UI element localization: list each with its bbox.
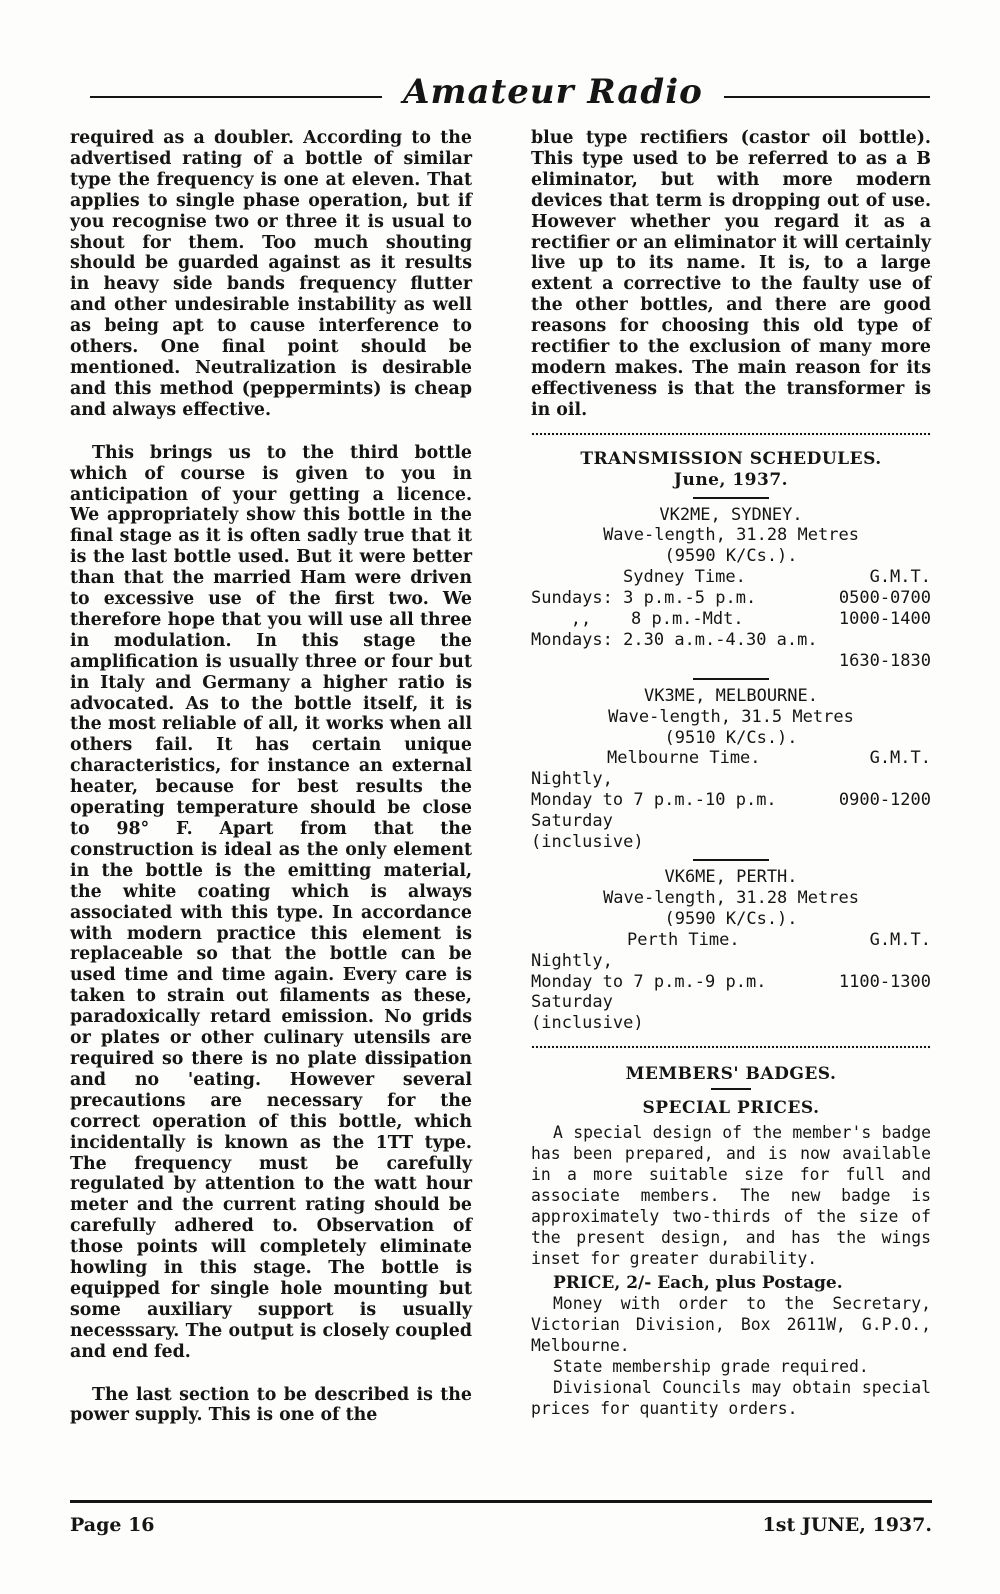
- badges-paragraph-2: Money with order to the Secretary, Victorian Division, Box 2611W, G.P.O., Melbourne.: [531, 1294, 931, 1356]
- schedule-line: Nightly,: [531, 950, 613, 971]
- schedule-gmt: 1630-1830: [838, 650, 931, 671]
- dotted-divider: [531, 1044, 931, 1050]
- badges-subheading: SPECIAL PRICES.: [642, 1098, 820, 1119]
- schedule-line: (inclusive): [531, 1013, 644, 1034]
- station-name: VK2ME, SYDNEY.: [659, 504, 803, 525]
- transmission-schedules: [531, 449, 931, 1035]
- gmt-label: G.M.T.: [869, 567, 931, 588]
- station-name: VK3ME, MELBOURNE.: [644, 685, 818, 706]
- schedules-date: June, 1937.: [673, 469, 789, 490]
- schedule-day: Monday to: [531, 971, 624, 992]
- station-name: VK6ME, PERTH.: [664, 867, 798, 887]
- page-number: Page 16: [70, 1514, 155, 1536]
- frequency: (9590 K/Cs.).: [664, 908, 798, 929]
- schedule-gmt: 0900-1200: [838, 790, 931, 811]
- schedule-day: Monday to: [531, 790, 624, 811]
- schedule-day: ,,: [570, 609, 592, 630]
- schedule-line: (inclusive): [531, 832, 644, 853]
- schedule-time: 7 p.m.-10 p.m.: [633, 790, 777, 811]
- members-badges: [531, 1064, 931, 1420]
- gmt-label: G.M.T.: [869, 748, 931, 769]
- schedule-day: Sundays:: [531, 588, 613, 609]
- badges-price: PRICE, 2/- Each, plus Postage.: [553, 1273, 843, 1294]
- schedule-time: 8 p.m.-Mdt.: [631, 609, 744, 630]
- left-column: [70, 128, 472, 1426]
- schedules-heading: TRANSMISSION SCHEDULES.: [580, 448, 882, 469]
- schedule-line: Saturday: [531, 992, 613, 1013]
- masthead-title: Amateur Radio: [403, 72, 703, 112]
- schedule-gmt: 1000-1400: [838, 609, 931, 630]
- masthead: [90, 72, 930, 114]
- masthead-rule-left: [90, 96, 382, 98]
- local-time-label: Melbourne Time.: [607, 748, 761, 769]
- schedule-time: 2.30 a.m.-4.30 a.m.: [623, 629, 818, 650]
- schedule-gmt: 1100-1300: [838, 971, 931, 992]
- schedule-melbourne: [531, 686, 931, 853]
- badges-paragraph-4: Divisional Councils may obtain special prices for quantity orders.: [531, 1377, 931, 1418]
- masthead-rule-right: [724, 96, 930, 98]
- schedule-time: 7 p.m.-9 p.m.: [633, 971, 767, 992]
- frequency: (9590 K/Cs.).: [664, 546, 798, 567]
- wave-length: Wave-length, 31.28 Metres: [603, 525, 859, 546]
- local-time-label: Perth Time.: [627, 929, 740, 950]
- schedule-line: Nightly,: [531, 769, 613, 790]
- right-column: [531, 128, 931, 1420]
- left-paragraph-3: The last section to be described is the power supply. This is one of the: [70, 1384, 472, 1426]
- frequency: (9510 K/Cs.).: [664, 727, 798, 748]
- left-paragraph-1: required as a doubler. According to the advertised rating of a bottle of similar type the frequency is one at eleven. That applies to single phase operation, but if you recognise two or three it is usual to shout for them. Too much shouting should be guarded against as it results in heavy side bands frequency flutter and other undesirable instability as well as being apt to cause interference to others. One final point should be mentioned. Neutralization is desirable and this method (peppermints) is cheap and always effective.: [70, 128, 472, 420]
- gmt-label: G.M.T.: [869, 929, 931, 950]
- local-time-label: Sydney Time.: [623, 567, 746, 588]
- issue-date: 1st JUNE, 1937.: [762, 1514, 932, 1536]
- badges-paragraph-3: State membership grade required.: [553, 1357, 869, 1377]
- wave-length: Wave-length, 31.5 Metres: [608, 706, 854, 727]
- schedule-gmt: 0500-0700: [838, 588, 931, 609]
- left-paragraph-2: This brings us to the third bottle which of course is given to you in anticipation of your getting a licence. We appropriately show this bottle in the final stage as it is often sadly true that it is the last bottle used. But it were better than that the married Ham were driven to excessive use of the first two. We therefore hope that you will use all three in modulation. In this stage the amplification is usually three or four but in Italy and Germany a higher ratio is advocated. As to the bottle itself, it is the most reliable of all, it works when all others fail. It has certain unique characteristics, for instance an external heater, because for best results the operating temperature should be close to 98° F. Apart from that the construction is ideal as the only element in the bottle is the emitting material, the white coating which is always associated with this type. In accordance with modern practice this element is replaceable so that the bottle can be used time and time again. Every care is taken to strain out filaments as these, paradoxically retard emission. No grids or plates or other culinary utensils are required so there is no plate dissipation and no 'eating. However several precautions are necessary for the correct operation of this bottle, which incidentally is known as the 1TT type. The frequency must be carefully regulated by attention to the watt hour meter and the current rating should be carefully adhered to. Observation of those points will completely eliminate howling in this stage. The bottle is equipped for single hole mounting but some auxiliary support is usually necesssary. The output is closely coupled and end fed.: [70, 442, 472, 1362]
- short-rule: [693, 859, 769, 861]
- schedule-day: Mondays:: [531, 629, 613, 650]
- short-rule: [693, 678, 769, 680]
- dotted-divider: [531, 431, 931, 437]
- badges-paragraph-1: A special design of the member's badge has been prepared, and is now available in a more suitable size for full and associate members. The new badge is approximately two-thirds of the size of the present design, and has the wings inset for greater durability.: [531, 1123, 931, 1268]
- schedule-sydney: [531, 505, 931, 672]
- schedule-time: 3 p.m.-5 p.m.: [623, 588, 757, 609]
- wave-length: Wave-length, 31.28 Metres: [603, 887, 859, 908]
- badges-heading: MEMBERS' BADGES.: [625, 1064, 837, 1085]
- tiny-rule: [711, 1088, 751, 1090]
- schedule-line: Saturday: [531, 811, 613, 832]
- short-rule: [693, 497, 769, 499]
- right-paragraph-1: blue type rectifiers (castor oil bottle). This type used to be referred to as a B eliminator, but with more modern devices that term is dropping out of use. However whether you regard it as a rectifier or an eliminator it will certainly live up to its name. It is, to a large extent a corrective to the faulty use of the other bottles, and there are good reasons for choosing this old type of rectifier to the exclusion of many more modern makes. The main reason for its effectiveness is that the transformer is in oil.: [531, 128, 931, 420]
- footer-rule: [70, 1500, 932, 1503]
- schedule-perth: [531, 867, 931, 1034]
